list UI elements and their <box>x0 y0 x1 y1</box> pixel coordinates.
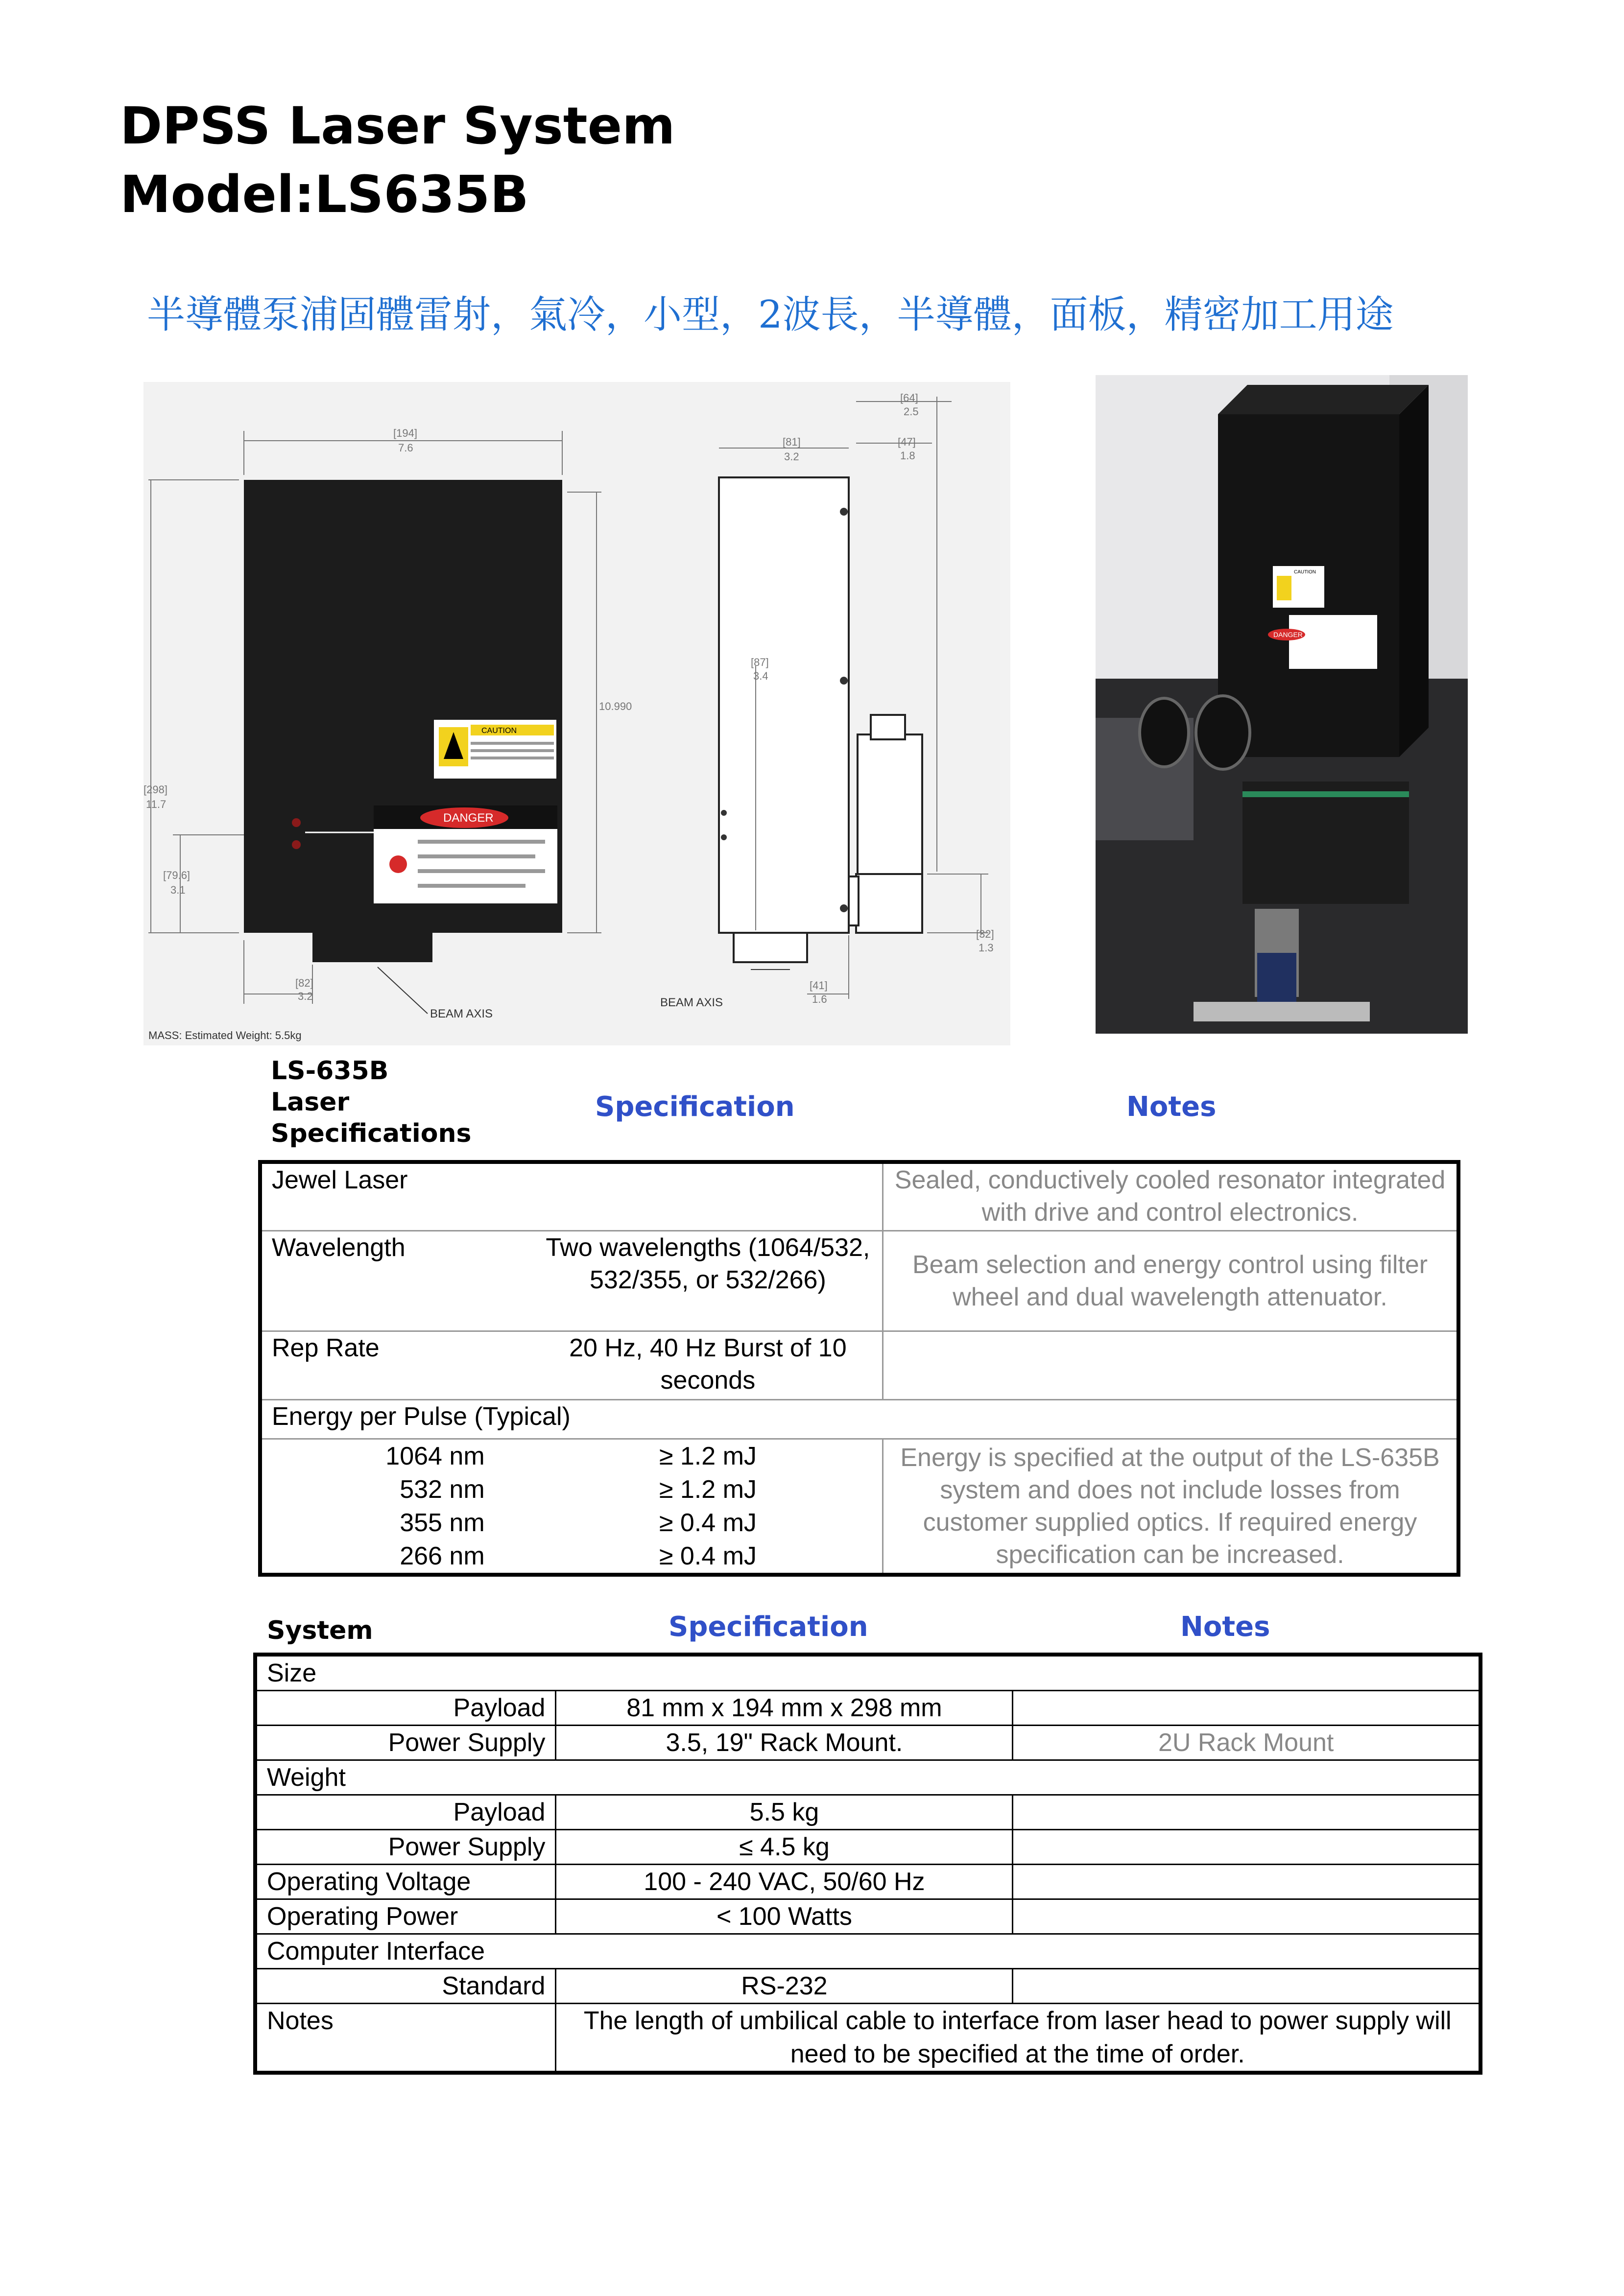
laser-specs-col-notes: Notes <box>1126 1091 1217 1123</box>
table-row <box>255 1760 1481 1795</box>
side-view-base <box>734 933 807 962</box>
row-standard: RS-232 <box>556 1969 1013 2004</box>
row-notes-label: Notes <box>255 2004 556 2073</box>
energy-wl-1064: 1064 nm <box>260 1439 534 1473</box>
system-specs-heading: System <box>267 1616 373 1645</box>
dim-side-width-mm: [81] <box>783 436 801 448</box>
product-photo <box>1096 375 1468 1034</box>
side-view-body <box>719 477 849 933</box>
row-interface: Computer Interface <box>255 1934 1481 1969</box>
system-specs-col-spec: Specification <box>669 1611 868 1643</box>
table-row <box>255 1655 1481 1691</box>
laser-specs-col-spec: Specification <box>595 1091 795 1123</box>
dim-side-bottom-mm: [32] <box>976 928 994 940</box>
subtitle: 半導體泵浦固體雷射，氣冷，小型，2波長，半導體，面板，精密加工用途 <box>147 293 1394 337</box>
table-row <box>260 1331 1458 1399</box>
dim-beam-height-in: 3.1 <box>170 884 186 896</box>
page-title: DPSS Laser System <box>120 96 675 156</box>
side-view-module <box>858 734 922 874</box>
dim-top-ext2-in: 1.8 <box>900 450 915 462</box>
energy-val-1064: ≥ 1.2 mJ <box>534 1439 883 1473</box>
table-row <box>255 1691 1481 1726</box>
row-power-notes <box>1013 1899 1481 1934</box>
photo-svg <box>1096 375 1468 1034</box>
beam-axis-label-front: BEAM AXIS <box>430 1007 493 1020</box>
table-row <box>260 1439 1458 1473</box>
dim-height-in: 11.7 <box>146 798 167 810</box>
table-row <box>260 1399 1458 1439</box>
laser-specs-heading <box>271 1055 471 1149</box>
dim-side-bottom-in: 1.3 <box>979 942 994 954</box>
row-voltage-notes <box>1013 1865 1481 1899</box>
laser-specs-heading-line2: Laser <box>271 1088 350 1117</box>
row-size-ps-notes: 2U Rack Mount <box>1013 1726 1481 1760</box>
energy-wl-532: 532 nm <box>400 1475 485 1504</box>
energy-val-355: ≥ 0.4 mJ <box>659 1508 757 1537</box>
system-specs-col-notes: Notes <box>1180 1611 1270 1643</box>
table-row <box>255 1795 1481 1830</box>
energy-wl-355: 355 nm <box>400 1508 485 1537</box>
row-weight-ps: ≤ 4.5 kg <box>556 1830 1013 1865</box>
row-power-label: Operating Power <box>255 1899 556 1934</box>
technical-drawing <box>143 382 1010 1045</box>
energy-note: Energy is specified at the output of the LS-635B system and does not include losses from customer supplied optics. If required energy specification can be increased. <box>883 1439 1458 1575</box>
row-weight-payload: 5.5 kg <box>556 1795 1013 1830</box>
table-row <box>255 1726 1481 1760</box>
table-row <box>255 1830 1481 1865</box>
row-size-payload-label: Payload <box>255 1691 556 1726</box>
row-weight-payload-label: Payload <box>255 1795 556 1830</box>
row-weight: Weight <box>255 1760 1481 1795</box>
row-voltage-label: Operating Voltage <box>255 1865 556 1899</box>
table-row <box>255 1934 1481 1969</box>
table-row <box>255 2004 1481 2073</box>
drawing-svg <box>143 382 1010 1045</box>
row-label-wavelength: Wavelength <box>260 1231 534 1331</box>
dim-top-ext-in: 2.5 <box>904 405 919 418</box>
dim-front-width-in: 7.6 <box>398 442 413 454</box>
photo-danger-label <box>1289 615 1377 669</box>
dim-top-ext-mm: [64] <box>900 392 918 404</box>
row-weight-ps-notes <box>1013 1830 1481 1865</box>
row-size-payload-notes <box>1013 1691 1481 1726</box>
table-row <box>255 1865 1481 1899</box>
photo-danger-text: DANGER <box>1273 631 1303 639</box>
row-weight-payload-notes <box>1013 1795 1481 1830</box>
dim-side-mid-in: 3.4 <box>753 670 768 682</box>
energy-val-532: ≥ 1.2 mJ <box>659 1475 757 1504</box>
row-power: < 100 Watts <box>556 1899 1013 1934</box>
mass-label: MASS: Estimated Weight: 5.5kg <box>148 1029 302 1041</box>
row-standard-notes <box>1013 1969 1481 2004</box>
front-view-base <box>312 933 432 962</box>
row-size-ps: 3.5, 19" Rack Mount. <box>556 1726 1013 1760</box>
row-voltage: 100 - 240 VAC, 50/60 Hz <box>556 1865 1013 1899</box>
dim-height-total: 10.990 <box>599 700 632 712</box>
row-size: Size <box>255 1655 1481 1691</box>
dim-height-mm: [298] <box>143 783 167 796</box>
row-size-ps-label: Power Supply <box>255 1726 556 1760</box>
row-notes-rep-rate <box>883 1331 1458 1399</box>
danger-text: DANGER <box>443 811 494 825</box>
row-size-payload: 81 mm x 194 mm x 298 mm <box>556 1691 1013 1726</box>
photo-caution-text: CAUTION <box>1294 569 1316 575</box>
row-weight-ps-label: Power Supply <box>255 1830 556 1865</box>
system-spec-table <box>253 1653 1482 2075</box>
microscope-body <box>1242 781 1409 904</box>
dim-front-width-mm: [194] <box>393 427 417 439</box>
dim-side-width-in: 3.2 <box>784 450 799 463</box>
table-row <box>260 1231 1458 1331</box>
row-notes: The length of umbilical cable to interface from laser head to power supply will need to be specified at the time of order. <box>556 2004 1481 2073</box>
table-row <box>255 1969 1481 2004</box>
table-row <box>255 1899 1481 1934</box>
energy-wl-266: 266 nm <box>400 1541 485 1570</box>
table-row <box>260 1162 1458 1231</box>
row-label-energy: Energy per Pulse (Typical) <box>260 1399 1458 1439</box>
caution-text: CAUTION <box>481 727 517 735</box>
row-spec-rep-rate: 20 Hz, 40 Hz Burst of 10 seconds <box>534 1331 883 1399</box>
beam-axis-label-side: BEAM AXIS <box>660 996 723 1009</box>
dim-side-mid-mm: [87] <box>751 656 769 668</box>
row-standard-label: Standard <box>255 1969 556 2004</box>
row-notes-jewel-laser: Sealed, conductively cooled resonator integrated with drive and control electronics. <box>883 1162 1458 1231</box>
laser-specs-heading-line3: Specifications <box>271 1119 472 1148</box>
dim-beam-height-mm: [79.6] <box>163 869 191 881</box>
model-title: Model:LS635B <box>120 165 529 224</box>
row-label-rep-rate: Rep Rate <box>260 1331 534 1399</box>
dim-bottom-offset-in: 3.2 <box>298 990 313 1002</box>
laser-spec-table <box>258 1160 1460 1577</box>
row-spec-wavelength: Two wavelengths (1064/532, 532/355, or 532/266) <box>534 1231 883 1331</box>
row-notes-wavelength: Beam selection and energy control using filter wheel and dual wavelength attenuator. <box>883 1231 1458 1331</box>
dim-bottom-offset-mm: [82] <box>295 977 313 989</box>
row-label-jewel-laser: Jewel Laser <box>272 1166 408 1194</box>
dim-side-beam-in: 1.6 <box>812 993 827 1005</box>
energy-val-266: ≥ 0.4 mJ <box>659 1541 757 1570</box>
laser-specs-heading-line1: LS-635B <box>271 1056 389 1086</box>
dim-side-beam-mm: [41] <box>810 979 828 992</box>
dim-top-ext2-mm: [47] <box>898 436 916 448</box>
